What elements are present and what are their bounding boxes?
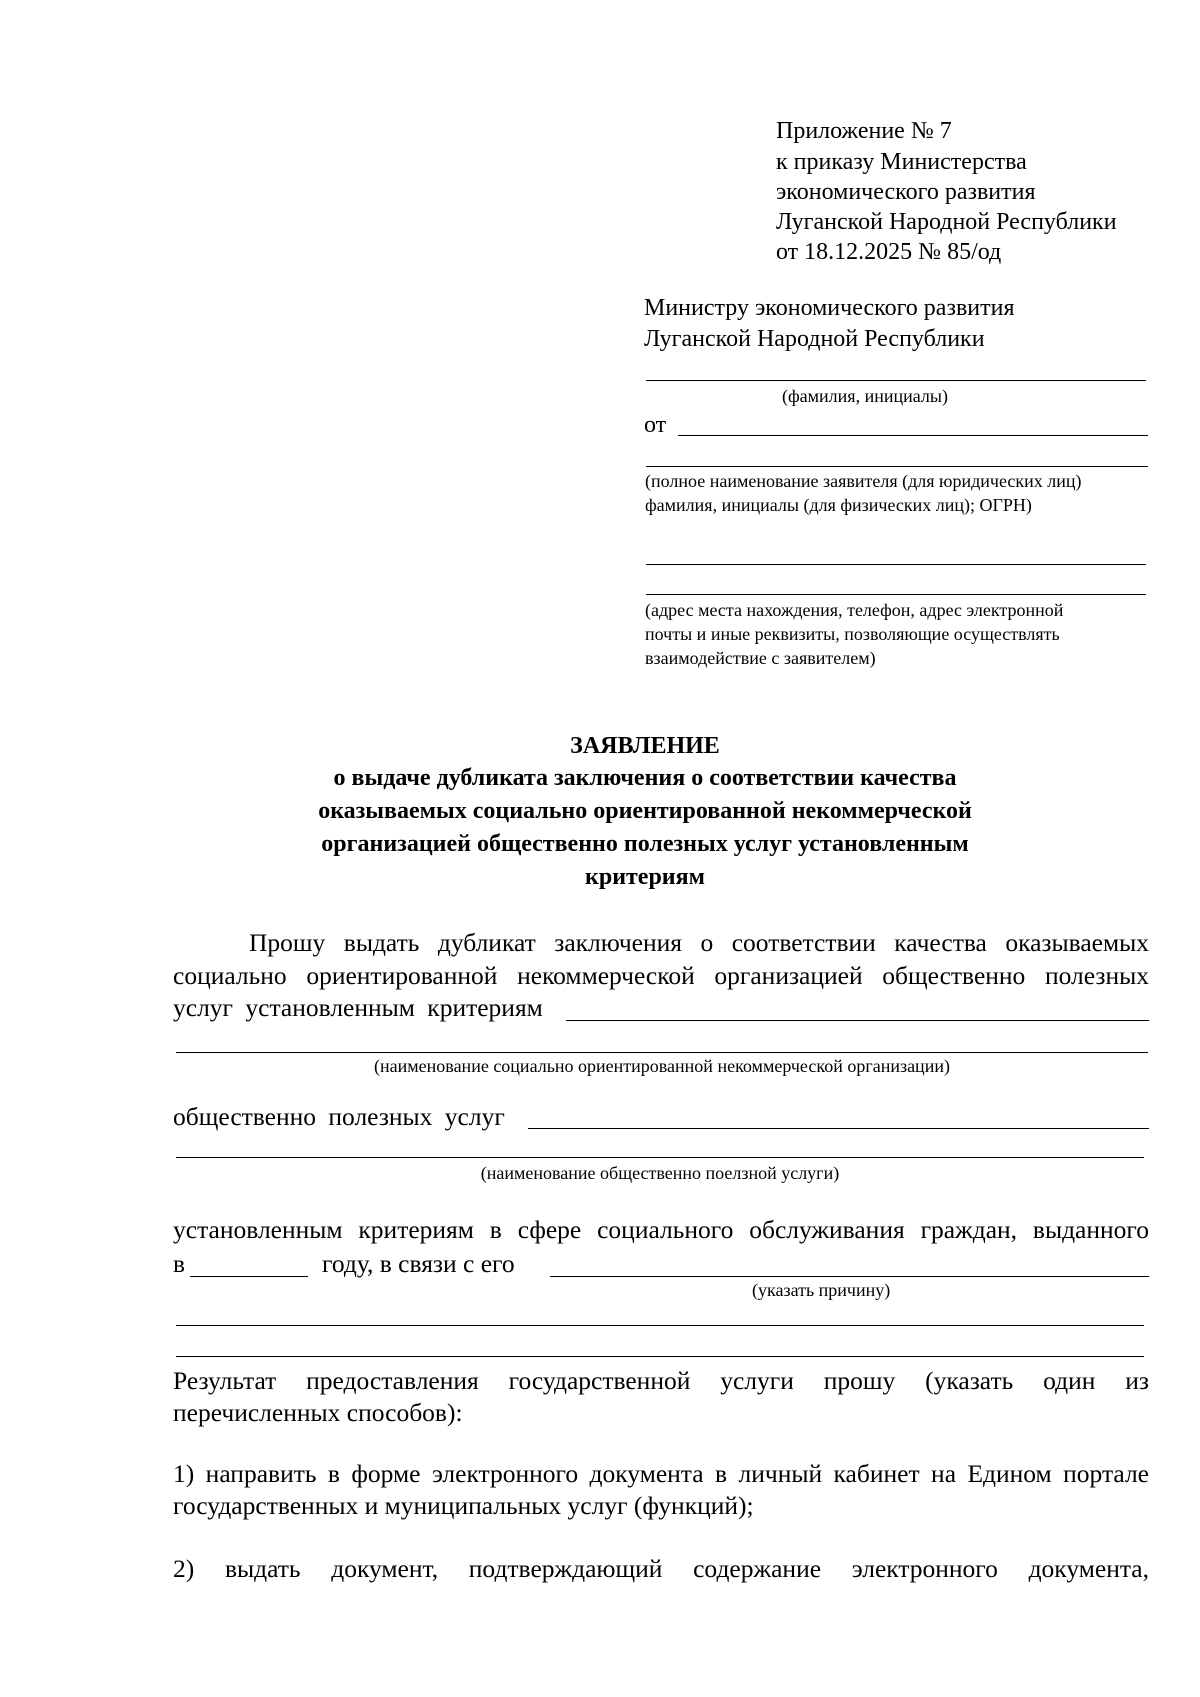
para1-line-1: Прошу выдать дубликат заключения о соответствии качества оказываемых — [249, 928, 1149, 957]
appendix-line-3: экономического развития — [776, 179, 1036, 205]
addressee-line-2: Луганской Народной Республики — [644, 326, 985, 352]
doc-subtitle-4: критериям — [585, 864, 705, 890]
applicant-underline — [646, 466, 1148, 467]
addressee-line-1: Министру экономического развития — [644, 295, 1015, 321]
hint-address-3: взаимодействие с заявителем) — [645, 648, 876, 668]
services-label: общественно полезных услуг — [173, 1102, 505, 1131]
services-underline-1 — [528, 1128, 1149, 1129]
hint-address-1: (адрес места нахождения, телефон, адрес электронной — [645, 600, 1064, 620]
para1-line-3: услуг установленным критериям — [173, 993, 543, 1022]
result-line-2: перечисленных способов): — [173, 1398, 463, 1427]
from-underline — [678, 435, 1148, 436]
services-underline-2 — [176, 1157, 1144, 1158]
name-underline — [646, 380, 1146, 381]
hint-applicant-2: фамилия, инициалы (для физических лиц); ОГРН) — [645, 495, 1032, 515]
reason-underline — [550, 1276, 1149, 1277]
doc-title: ЗАЯВЛЕНИЕ — [570, 733, 720, 759]
appendix-line-5: от 18.12.2025 № 85/од — [776, 239, 1002, 265]
reason-underline-3 — [176, 1356, 1144, 1357]
address-underline-2 — [646, 594, 1146, 595]
from-label: от — [644, 412, 667, 438]
result-line-1: Результат предоставления государственной услуги прошу (указать один из — [173, 1366, 1149, 1395]
reason-underline-2 — [176, 1325, 1144, 1326]
doc-subtitle-3: организацией общественно полезных услуг установленным — [321, 831, 969, 857]
para2-line-1: установленным критериям в сфере социального обслуживания граждан, выданного — [173, 1215, 1149, 1244]
hint-reason: (указать причину) — [752, 1280, 891, 1300]
option1-line-1: 1) направить в форме электронного документа в личный кабинет на Едином портале — [173, 1459, 1149, 1488]
hint-service: (наименование общественно поелзной услуги) — [480, 1163, 840, 1183]
hint-address-2: почты и иные реквизиты, позволяющие осуществлять — [645, 624, 1060, 644]
hint-applicant-1: (полное наименование заявителя (для юридических лиц) — [645, 471, 1082, 491]
criteria-underline — [566, 1020, 1149, 1021]
appendix-line-4: Луганской Народной Республики — [776, 209, 1117, 235]
appendix-line-1: Приложение № 7 — [776, 118, 952, 144]
para1-line-2: социально ориентированной некоммерческой организацией общественно полезных — [173, 961, 1149, 990]
hint-org: (наименование социально ориентированной некоммерческой организации) — [374, 1056, 950, 1076]
doc-subtitle-1: о выдаче дубликата заключения о соответствии качества — [333, 765, 957, 791]
option2-line-1: 2) выдать документ, подтверждающий содержание электронного документа, — [173, 1554, 1149, 1583]
doc-subtitle-2: оказываемых социально ориентированной некоммерческой — [318, 798, 972, 824]
org-underline — [176, 1052, 1148, 1053]
appendix-line-2: к приказу Министерства — [776, 149, 1027, 175]
option1-line-2: государственных и муниципальных услуг (функций); — [173, 1491, 754, 1520]
hint-name: (фамилия, инициалы) — [782, 386, 948, 406]
address-underline-1 — [646, 564, 1146, 565]
para2-in: в — [173, 1249, 186, 1278]
para2-year: году, в связи с его — [322, 1249, 515, 1278]
year-underline — [190, 1276, 308, 1277]
